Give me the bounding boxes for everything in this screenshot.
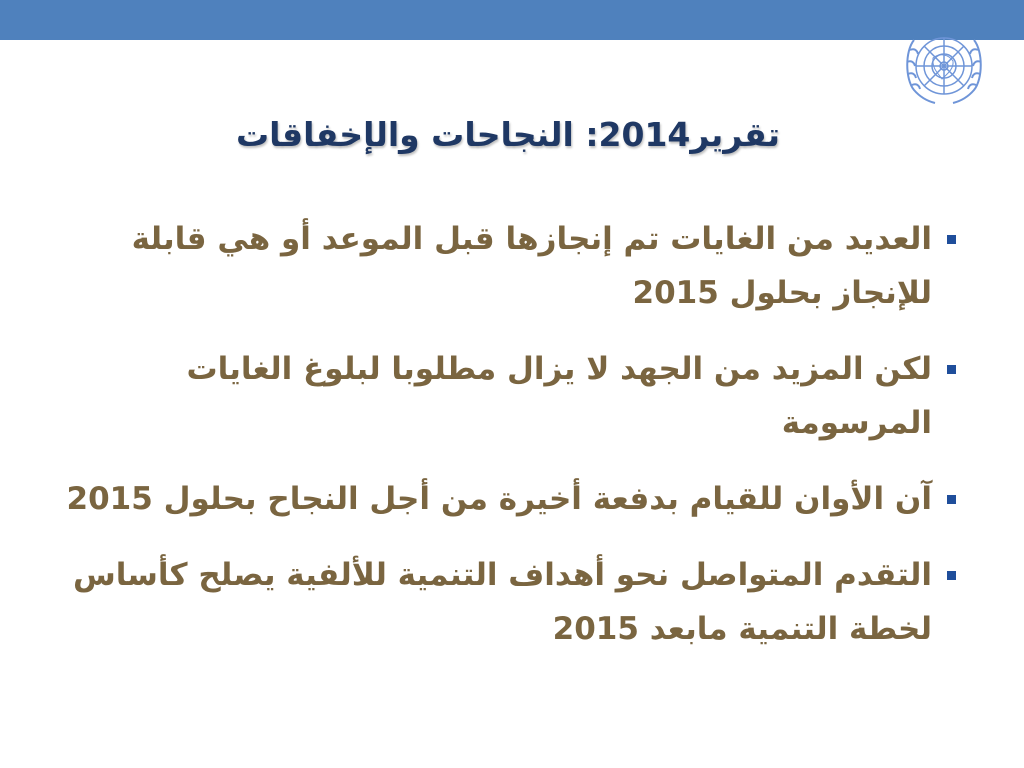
bullet-text: التقدم المتواصل نحو أهداف التنمية للألفية يصلح كأساس لخطة التنمية مابعد 2015: [72, 557, 932, 647]
square-bullet-icon: [947, 495, 956, 504]
bullet-item: [40, 472, 962, 526]
bullet-item: [40, 548, 962, 656]
bullet-text: آن الأوان للقيام بدفعة أخيرة من أجل النجاح بحلول 2015: [66, 481, 932, 517]
bullet-text: لكن المزيد من الجهد لا يزال مطلوبا لبلوغ الغايات المرسومة: [186, 351, 932, 441]
square-bullet-icon: [947, 365, 956, 374]
square-bullet-icon: [947, 571, 956, 580]
square-bullet-icon: [947, 235, 956, 244]
bullet-list: [40, 212, 962, 678]
slide-title: تقرير2014: النجاحات والإخفاقات: [235, 115, 780, 154]
bullet-text: العديد من الغايات تم إنجازها قبل الموعد أو هي قابلة للإنجاز بحلول 2015: [131, 221, 932, 311]
un-emblem-icon: [896, 24, 992, 106]
bullet-item: [40, 212, 962, 320]
bullet-item: [40, 342, 962, 450]
top-bar: [0, 0, 1024, 40]
